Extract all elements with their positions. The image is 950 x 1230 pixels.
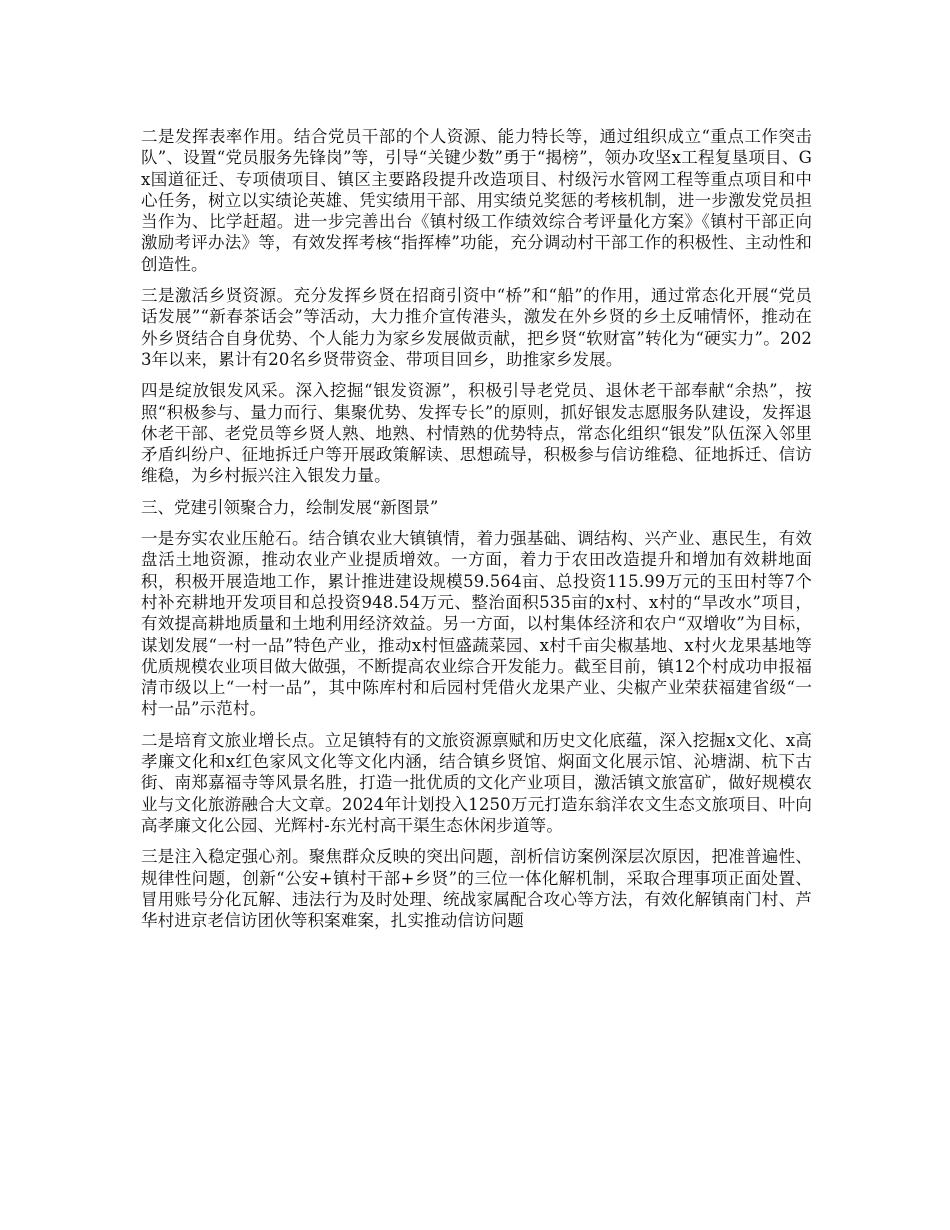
paragraph-cultural-tourism: 二是培育文旅业增长点。立足镇特有的文旅资源禀赋和历史文化底蕴，深入挖掘x文化、x高孝廉文化和x红色家风文化等文化内涵，结合镇乡贤馆、焖面文化展示馆、沁塘湖、杭下古街、南郑嘉福寺等风景名胜，打造一批优质的文化产业项目，激活镇文旅富矿，做好规模农业与文化旅游融合大文章。2024年计划投入1250万元打造东翁洋农文生态文旅项目、叶向高孝廉文化公园、光辉村-东光村高干渠生态休闲步道等。 xyxy=(141,730,812,835)
document-body xyxy=(141,126,812,941)
paragraph-agriculture: 一是夯实农业压舱石。结合镇农业大镇镇情，着力强基础、调结构、兴产业、惠民生，有效盘活土地资源，推动农业产业提质增效。一方面，着力于农田改造提升和增加有效耕地面积，积极开展造地工作，累计推进建设规模59.564亩、总投资115.99万元的玉田村等7个村补充耕地开发项目和总投资948.54万元、整治面积535亩的x村、x村的“旱改水”项目，有效提高耕地质量和土地利用经济效益。另一方面，以村集体经济和农户“双增收”为目标，谋划发展“一村一品”特色产业，推动x村恒盛蔬菜园、x村千亩尖椒基地、x村火龙果基地等优质规模农业项目做大做强，不断提高农业综合开发能力。截至目前，镇12个村成功申报福清市级以上“一村一品”，其中陈库村和后园村凭借火龙果产业、尖椒产业荣获福建省级“一村一品”示范村。 xyxy=(141,529,812,719)
paragraph-stability: 三是注入稳定强心剂。聚焦群众反映的突出问题，剖析信访案例深层次原因，把准普遍性、规律性问题，创新“公安+镇村干部+乡贤”的三位一体化解机制，采取合理事项正面处置、冒用账号分化瓦解、违法行为及时处理、统战家属配合攻心等方法，有效化解镇南门村、芦华村进京老信访团伙等积案难案，扎实推动信访问题 xyxy=(141,847,812,931)
paragraph-silver-hair: 四是绽放银发风采。深入挖掘“银发资源”，积极引导老党员、退休老干部奉献“余热”，按照“积极参与、量力而行、集聚优势、发挥专长”的原则，抓好银发志愿服务队建设，发挥退休老干部、老党员等乡贤人熟、地熟、村情熟的优势特点，常态化组织“银发”队伍深入邻里矛盾纠纷户、征地拆迁户等开展政策解读、思想疏导，积极参与信访维稳、征地拆迁、信访维稳，为乡村振兴注入银发力量。 xyxy=(141,381,812,486)
section-heading: 三、党建引领聚合力，绘制发展“新图景” xyxy=(141,497,439,517)
paragraph-exemplary-role: 二是发挥表率作用。结合党员干部的个人资源、能力特长等，通过组织成立“重点工作突击队”、设置“党员服务先锋岗”等，引导“关键少数”勇于“揭榜”，领办攻坚x工程复垦项目、Gx国道征迁、专项债项目、镇区主要路段提升改造项目、村级污水管网工程等重点项目和中心任务，树立以实绩论英雄、凭实绩用干部、用实绩兑奖惩的考核机制，进一步激发党员担当作为、比学赶超。进一步完善出台《镇村级工作绩效综合考评量化方案》《镇村干部正向激励考评办法》等，有效发挥考核“指挥棒”功能，充分调动村干部工作的积极性、主动性和创造性。 xyxy=(141,127,812,274)
paragraph-village-sages: 三是激活乡贤资源。充分发挥乡贤在招商引资中“桥”和“船”的作用，通过常态化开展“党员话发展”“新春茶话会”等活动，大力推介宣传港头，激发在外乡贤的乡土反哺情怀，推动在外乡贤结合自身优势、个人能力为家乡发展做贡献，把乡贤“软财富”转化为“硬实力”。2023年以来，累计有20名乡贤带资金、带项目回乡，助推家乡发展。 xyxy=(141,286,812,369)
